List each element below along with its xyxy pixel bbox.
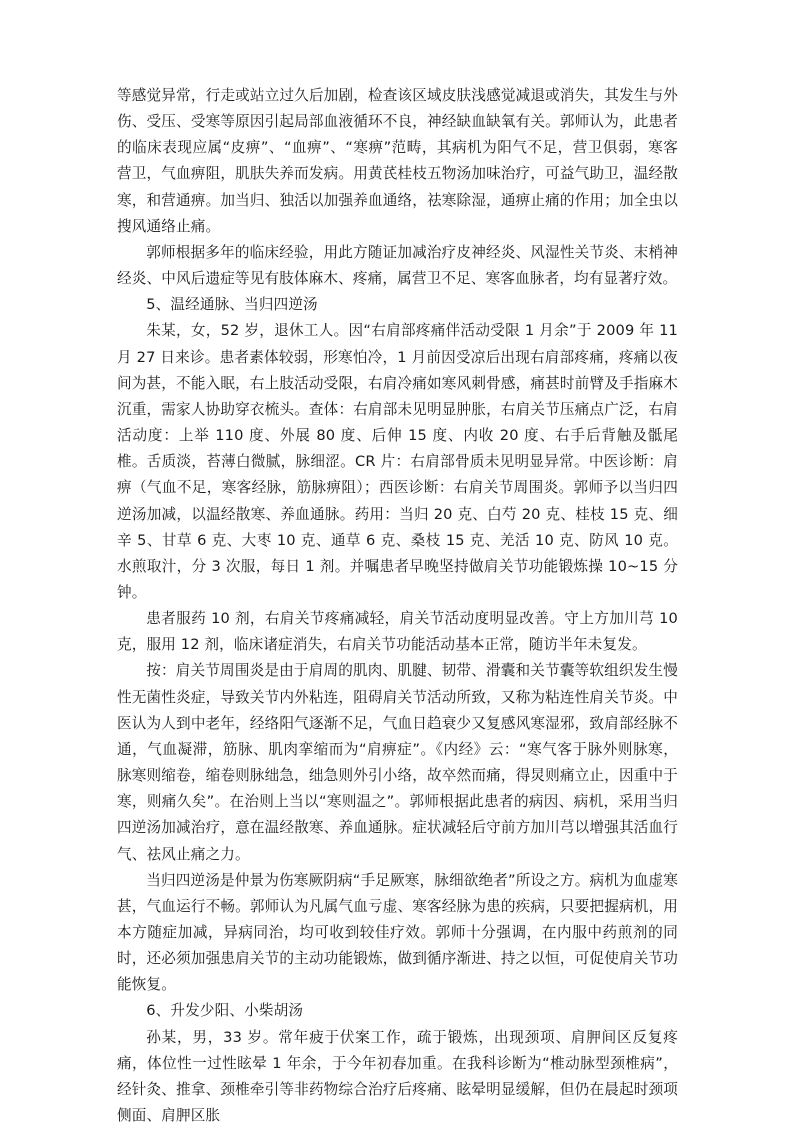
paragraph-formula-discussion: 当归四逆汤是仲景为伤寒厥阴病“手足厥寒，脉细欲绝者”所设之方。病机为血虚寒甚，气血运行不畅。郭师认为凡属气血亏虚、寒客经脉为患的疾病，只要把握病机，用本方随症加减，异病同治，均可收到较佳疗效。郭师十分强调，在内服中药煎剂的同时，还必须加强患肩关节的主动功能锻炼，做到循序渐进、持之以恒，可促使肩关节功能恢复。 (117, 871, 678, 994)
paragraph-case-sun: 孙某，男，33 岁。常年疲于伏案工作，疏于锻炼，出现颈项、肩胛间区反复疼痛，体位性一过性眩晕 1 年余，于今年初春加重。在我科诊断为“椎动脉型颈椎病”，经针灸、推拿、颈椎牵引等非药物综合治疗后疼痛、眩晕明显缓解，但仍在晨起时颈项侧面、肩胛区胀 (117, 1028, 678, 1125)
document-body (117, 83, 678, 1129)
paragraph-case-zhu: 朱某，女，52 岁，退休工人。因“右肩部疼痛伴活动受限 1 月余”于 2009 年 11 月 27 日来诊。患者素体较弱，形寒怕冷，1 月前因受凉后出现右肩部疼痛，疼痛以夜间为甚，不能入眠，右上肢活动受限，右肩冷痛如寒风刺骨感，痛甚时前臂及手指麻木沉重，需家人协助穿衣梳头。查体：右肩部未见明显肿胀，右肩关节压痛点广泛，右肩活动度：上举 110 度、外展 80 度、后伸 15 度、内收 20 度、右手后背触及骶尾椎。舌质淡，苔薄白微腻，脉细涩。CR 片：右肩部骨质未见明显异常。中医诊断：肩痹（气血不足，寒客经脉，筋脉痹阻）；西医诊断：右肩关节周围炎。郭师予以当归四逆汤加减，以温经散寒、养血通脉。药用：当归 20 克、白芍 20 克、桂枝 15 克、细辛 5、甘草 6 克、大枣 10 克、通草 6 克、桑枝 15 克、羌活 10 克、防风 10 克。水煎取汁，分 3 次服，每日 1 剂。并嘱患者早晚坚持做肩关节功能锻炼操 10~15 分钟。 (117, 322, 678, 601)
section-heading-5: 5、温经通脉、当归四逆汤 (146, 296, 318, 314)
paragraph-continuation: 等感觉异常，行走或站立过久后加剧，检查该区域皮肤浅感觉减退或消失，其发生与外伤、受压、受寒等原因引起局部血液循环不良，神经缺血缺氧有关。郭师认为，此患者的临床表现应属“皮痹”、“血痹”、“寒痹”范畴，其病机为阳气不足，营卫俱弱，寒客营卫，气血痹阻，肌肤失养而发病。用黄芪桂枝五物汤加味治疗，可益气助卫，温经散寒，和营通痹。加当归、独活以加强养血通络，祛寒除湿，通痹止痛的作用；加全虫以搜风通络止痛。 (117, 87, 678, 235)
paragraph-clinical-experience: 郭师根据多年的临床经验，用此方随证加减治疗皮神经炎、风湿性关节炎、末梢神经炎、中风后遗症等见有肢体麻木、疼痛，属营卫不足、寒客血脉者，均有显著疗效。 (117, 243, 678, 288)
section-heading-6: 6、升发少阳、小柴胡汤 (146, 1002, 304, 1020)
paragraph-follow-up: 患者服药 10 剂，右肩关节疼痛减轻，肩关节活动度明显改善。守上方加川芎 10 克，服用 12 剂，临床诸症消失，右肩关节功能活动基本正常，随访半年未复发。 (117, 610, 678, 654)
paragraph-commentary: 按：肩关节周围炎是由于肩周的肌肉、肌腱、韧带、滑囊和关节囊等软组织发生慢性无菌性炎症，导致关节内外粘连，阻碍肩关节活动所致，又称为粘连性肩关节炎。中医认为人到中老年，经络阳气逐渐不足，气血日趋衰少又复感风寒湿邪，致肩部经脉不通，气血凝滞，筋脉、肌肉挛缩而为“肩痹症”。《内经》云：“寒气客于脉外则脉寒，脉寒则缩卷，缩卷则脉绌急，绌急则外引小络，故卒然而痛，得炅则痛立止，因重中于寒，则痛久矣”。在治则上当以“寒则温之”。郭师根据此患者的病因、病机，采用当归四逆汤加减治疗，意在温经散寒、养血通脉。症状减轻后守前方加川芎以增强其活血行气、祛风止痛之力。 (117, 662, 678, 863)
